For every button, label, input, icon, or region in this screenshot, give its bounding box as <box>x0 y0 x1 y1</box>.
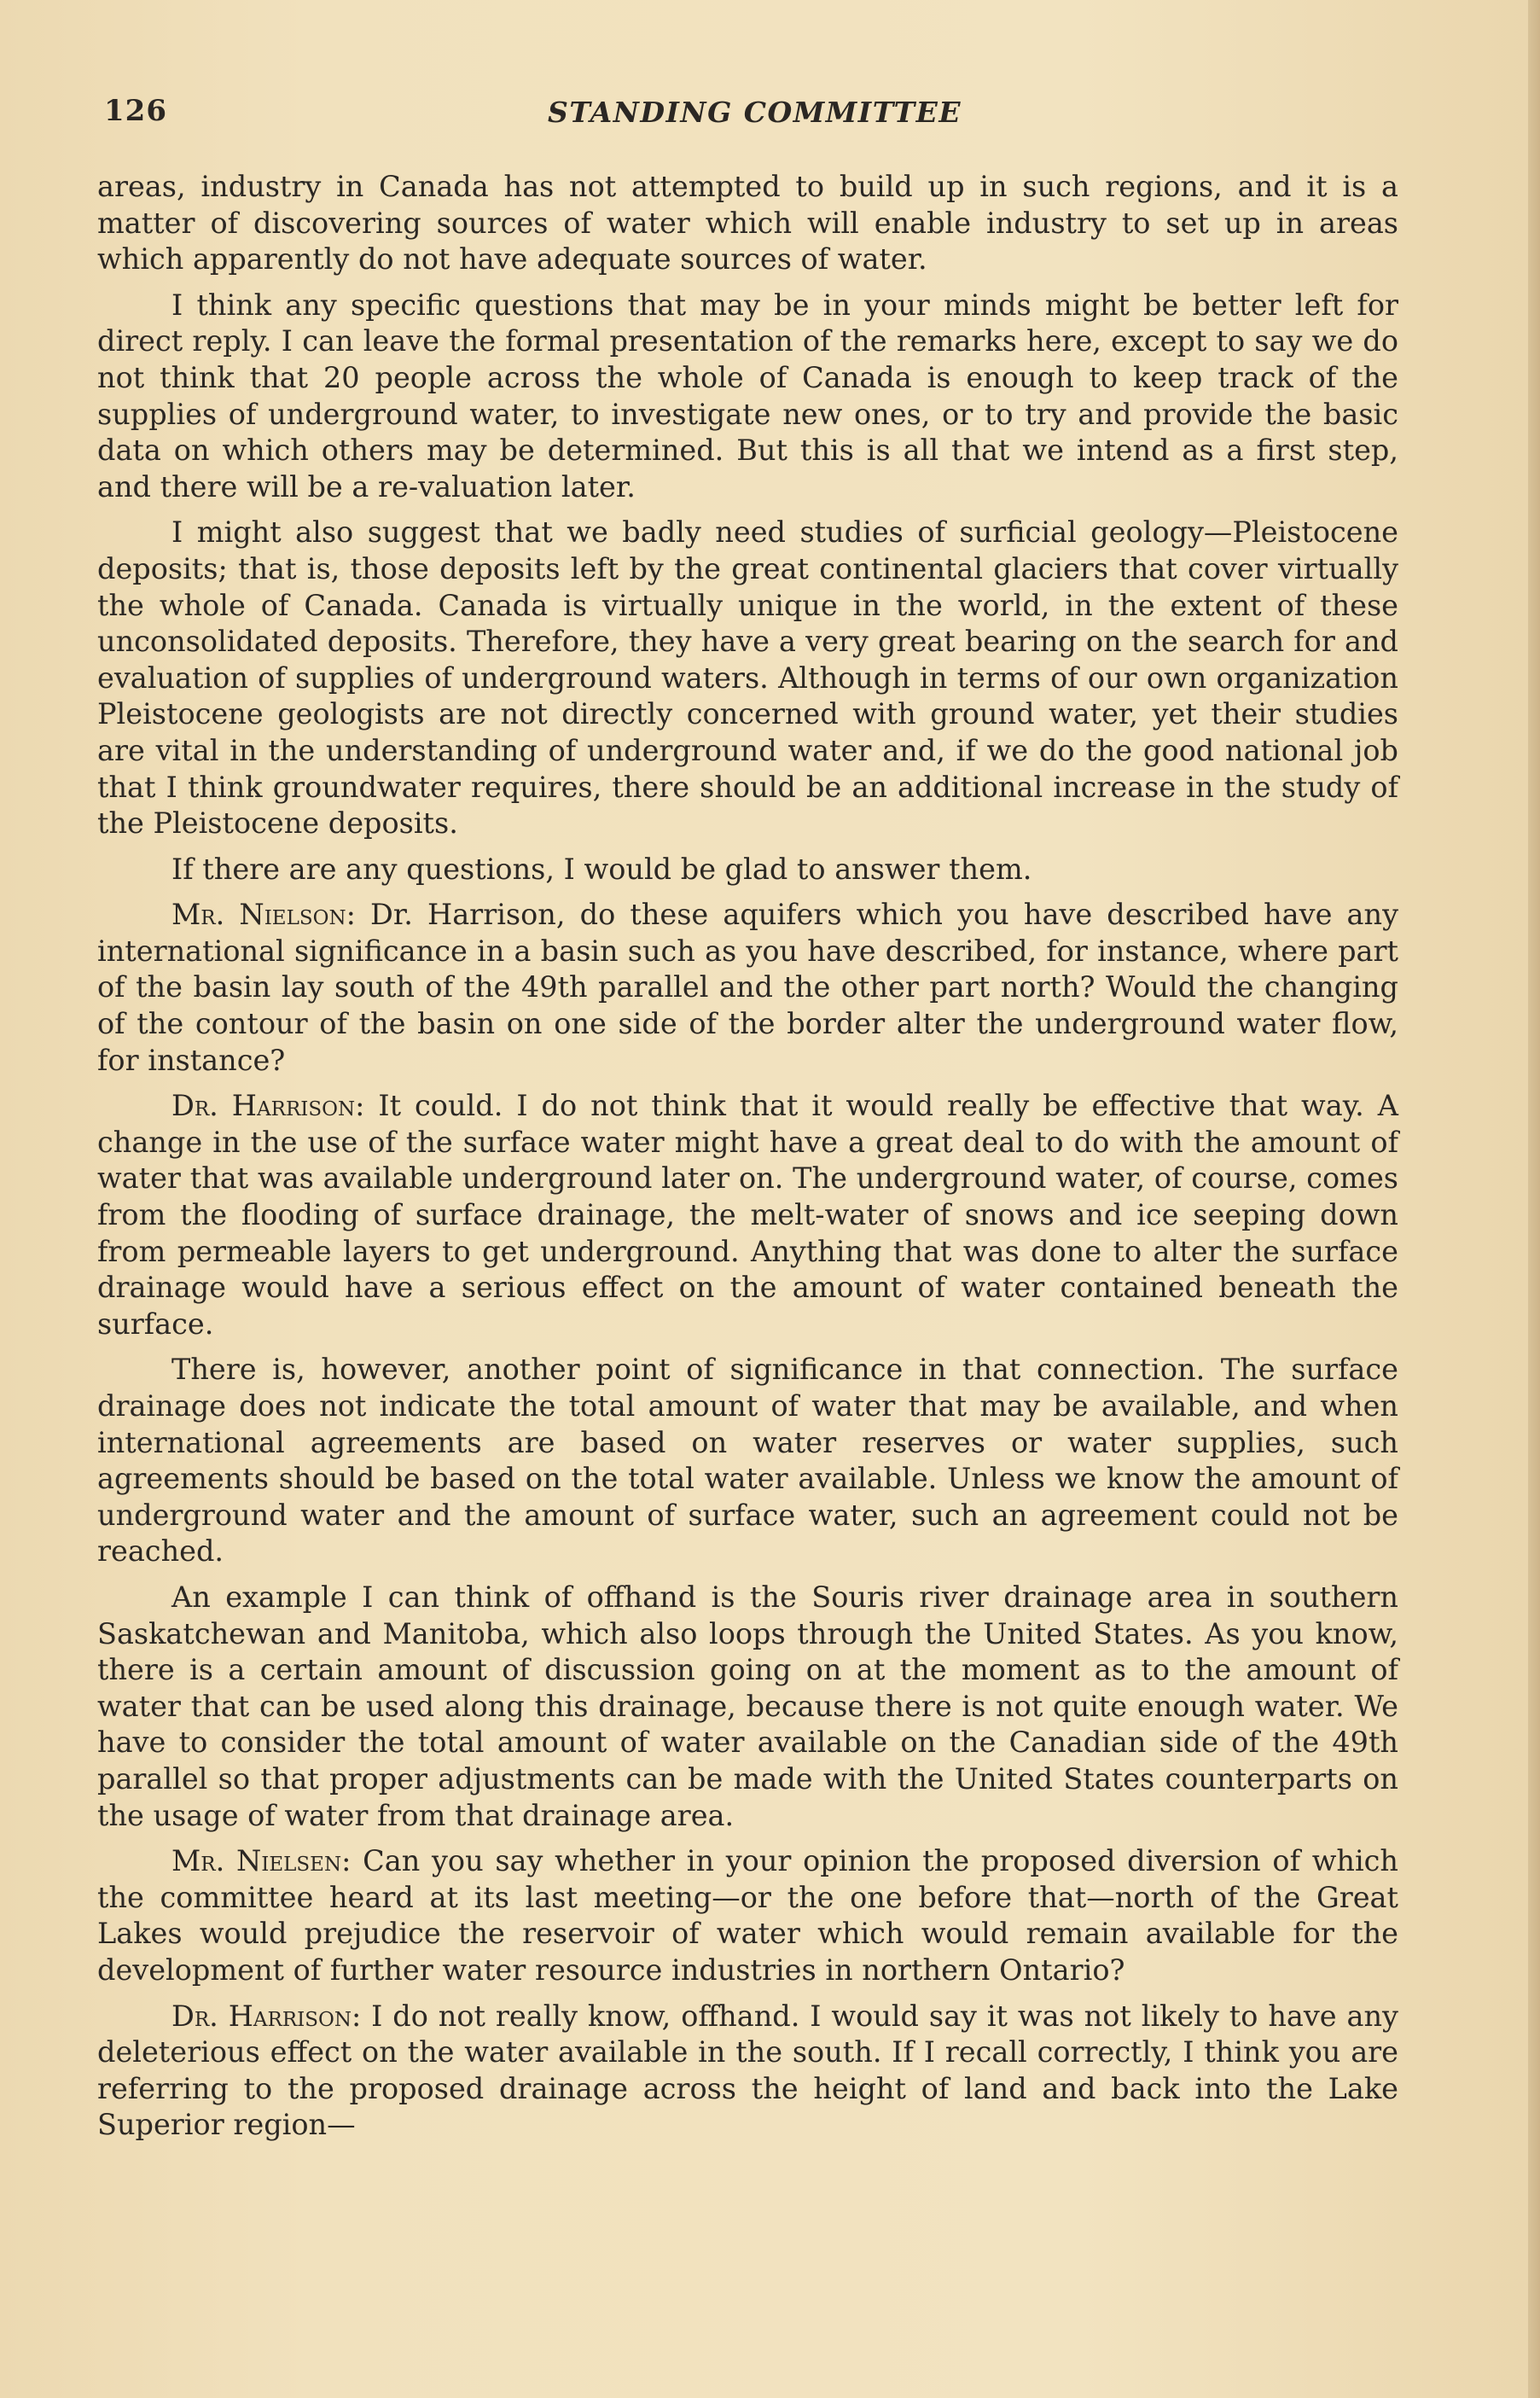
paragraph-text: Can you say whether in your opinion the proposed diversion of which the committee heard at its last meeting—or the one before that—north of the Great Lakes would prejudice the reservoir of water which would remain available for the development of further water resource industries in northern Ontario? <box>97 1844 1398 1987</box>
paragraph-text: An example I can think of offhand is the Souris river drainage area in southern Saskatchewan and Manitoba, which also loops through the United States. As you know, there is a certain amount of discussion going on at the moment as to the amount of water that can be used along this drainage, because there is not quite enough water. We have to consider the total amount of water available on the Canadian side of the 49th parallel so that proper adjustments can be made with the United States counterparts on the usage of water from that drainage area. <box>97 1580 1398 1832</box>
paragraph-text: It could. I do not think that it would really be effective that way. A change in the use of the surface water might have a great deal to do with the amount of water that was available underground later on. The underground water, of course, comes from the flooding of surface drainage, the melt-water of snows and ice seeping down from permeable layers to get underground. Anything that was done to alter the surface drainage would have a serious effect on the amount of water contained beneath the surface. <box>97 1089 1398 1341</box>
paragraph <box>97 1999 1398 2144</box>
speaker-name: Mr. Nielsen: <box>171 1844 352 1878</box>
speaker-name: Dr. Harrison: <box>171 1089 365 1123</box>
paragraph <box>97 852 1398 888</box>
page-number: 126 <box>104 94 167 128</box>
running-head <box>104 94 1405 145</box>
page-edge-shadow <box>1528 0 1540 2398</box>
paragraph <box>97 1352 1398 1570</box>
paragraph-text: I think any specific questions that may be in your minds might be better left for direct reply. I can leave the formal presentation of the remarks here, except to say we do not think that 20 people across the whole of Canada is enough to keep track of the supplies of underground water, to investigate new ones, or to try and provide the basic data on which others may be determined. But this is all that we intend as a first step, and there will be a re-valuation later. <box>97 288 1398 503</box>
paragraph-text: Dr. Harrison, do these aquifers which you have described have any international significance in a basin such as you have described, for instance, where part of the basin lay south of the 49th parallel and the other part north? Would the changing of the contour of the basin on one side of the border alter the underground water flow, for instance? <box>97 898 1399 1077</box>
paragraph <box>97 169 1398 278</box>
paragraph-text: There is, however, another point of significance in that connection. The surface drainage does not indicate the total amount of water that may be available, and when international agreements are based on water reserves or water supplies, such agreements should be based on the total water available. Unless we know the amount of underground water and the amount of surface water, such an agreement could not be reached. <box>97 1353 1398 1569</box>
paragraph <box>97 1088 1398 1342</box>
paragraph <box>97 515 1398 841</box>
paragraph <box>97 1843 1398 1988</box>
paragraph <box>97 897 1398 1079</box>
body-text <box>97 169 1398 2153</box>
paragraph <box>97 1580 1398 1834</box>
running-title: STANDING COMMITTEE <box>548 96 962 129</box>
paragraph-text: areas, industry in Canada has not attempted to build up in such regions, and it is a matter of discovering sources of water which will enable industry to set up in areas which apparently do not have adequate sources of water. <box>97 170 1398 276</box>
speaker-name: Dr. Harrison: <box>171 1999 362 2033</box>
paragraph <box>97 288 1398 506</box>
paragraph-text: I might also suggest that we badly need studies of surficial geology—Pleistocene deposits; that is, those deposits left by the great continental glaciers that cover virtually the whole of Canada. Canada is virtually unique in the world, in the extent of these unconsolidated deposits. Therefore, they have a very great bearing on the search for and evaluation of supplies of underground waters. Although in terms of our own organization Pleistocene geologists are not directly concerned with ground water, yet their studies are vital in the understanding of underground water and, if we do the good national job that I think groundwater requires, there should be an additional increase in the study of the Pleistocene deposits. <box>97 515 1398 841</box>
paragraph-text: I do not really know, offhand. I would say it was not likely to have any deleterious effect on the water available in the south. If I recall correctly, I think you are referring to the proposed drainage across the height of land and back into the Lake Superior region— <box>97 1999 1398 2142</box>
paragraph-text: If there are any questions, I would be glad to answer them. <box>171 852 1032 886</box>
speaker-name: Mr. Nielson: <box>171 898 356 932</box>
